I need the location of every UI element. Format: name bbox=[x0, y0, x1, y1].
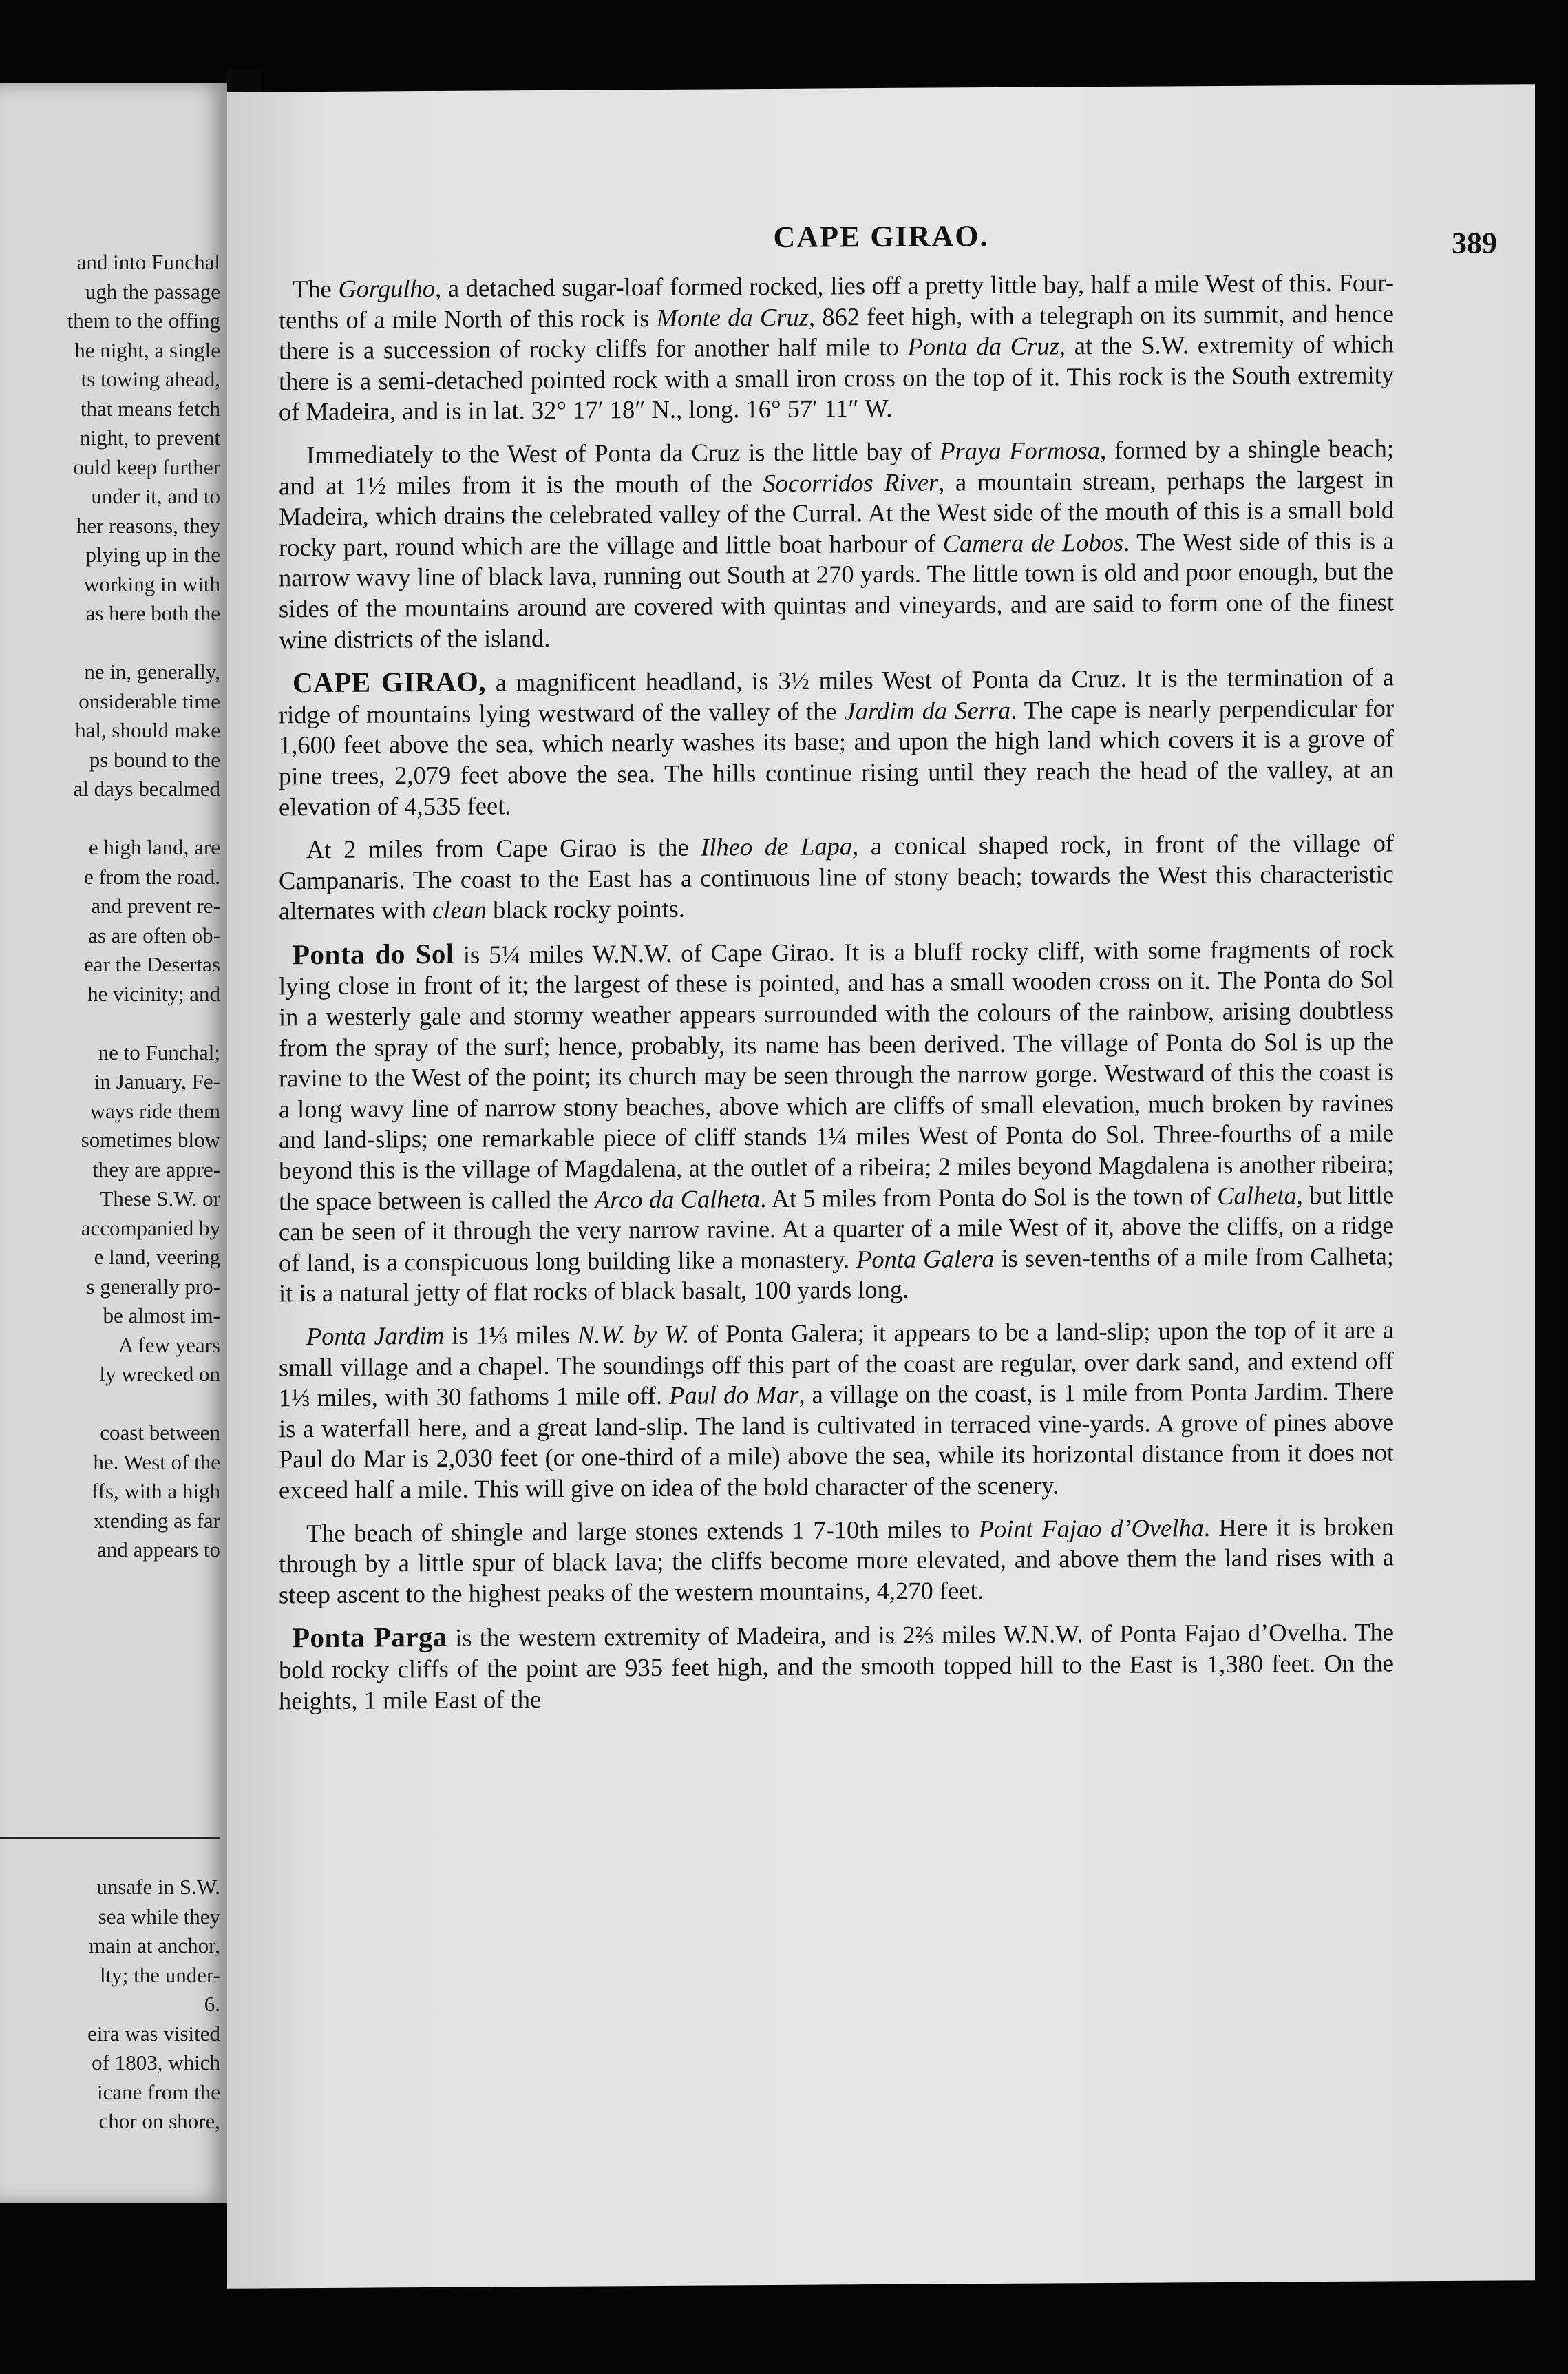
facing-page-line: as here both the bbox=[85, 601, 220, 625]
facing-page-line: sometimes blow bbox=[81, 1128, 220, 1152]
facing-page-fragment bbox=[0, 83, 227, 2203]
facing-page-line: coast between bbox=[100, 1420, 220, 1445]
facing-page-line bbox=[0, 804, 220, 834]
facing-page-line: they are appre- bbox=[92, 1157, 220, 1181]
paragraph-ponta-jardim: Ponta Jardim is 1⅓ miles N.W. by W. of Ponta Galera; it appears to be a land-slip; upon the top of it are a small village and a chapel. The soundings off this part of the coast are regular, over dark sand, and extend off 1⅓ miles, with 30 fathoms 1 mile off. Paul do Mar, a village on the coast, is 1 mile from Ponta Jardim. There is a waterfall here, and a great land-slip. The land is cultivated in terraced vine-yards. A grove of pines above Paul do Mar is 2,030 feet (or one-third of a mile) above the sea, while its horizontal distance from it does not exceed half a mile. This will give on idea of the bold character of the scenery. bbox=[279, 1315, 1394, 1504]
facing-page-line: main at anchor, bbox=[89, 1933, 220, 1957]
facing-page-line: sea while they bbox=[98, 1904, 220, 1929]
footnote-rule bbox=[0, 1837, 220, 1839]
paragraph-cape-girao: CAPE GIRAO, a magnificent headland, is 3½ miles West of Ponta da Cruz. It is the termination of a ridge of mountains lying westward of the valley of the Jardim da Serra. The cape is nearly perpendicular for 1,600 feet above the sea, which nearly washes its base; and upon the high land which covers it is a grove of pine trees, 2,079 feet above the sea. The hills continue rising until they reach the head of the valley, at an elevation of 4,535 feet. bbox=[279, 662, 1394, 821]
facing-page-line: 6. bbox=[204, 1992, 220, 2016]
facing-page-line: in January, Fe- bbox=[94, 1069, 220, 1093]
facing-page-line: These S.W. or bbox=[100, 1186, 220, 1210]
facing-page-line: ps bound to the bbox=[89, 747, 220, 772]
facing-page-line: ly wrecked on bbox=[99, 1362, 220, 1386]
paragraph-ponta-do-sol: Ponta do Sol is 5¼ miles W.N.W. of Cape Girao. It is a bluff rocky cliff, with some fragments of rock lying close in front of it; the largest of these is pointed, and has a small wooden cross on it. The Ponta do Sol in a westerly gale and stormy weather appears surrounded with the colours of the rainbow, arising doubtless from the spray of the surf; hence, probably, its name has been derived. The village of Ponta do Sol is up the ravine to the West of the point; its church may be seen through the narrow gorge. Westward of this the coast is a long wavy line of narrow stony beaches, above which are cliffs of small elevation, much broken by ravines and land-slips; one remarkable piece of cliff stands 1¼ miles West of Ponta do Sol. Three-fourths of a mile beyond this is the village of Magdalena, at the outlet of a ribeira; 2 miles beyond Magdalena is another ribeira; the space between is called the Arco da Calheta. At 5 miles from Ponta do Sol is the town of Calheta, but little can be seen of it through the very narrow ravine. At a quarter of a mile West of it, above the cliffs, on a ridge of land, is a conspicuous long building like a monastery. Ponta Galera is seven-tenths of a mile from Calheta; it is a natural jetty of flat rocks of black basalt, 100 yards long. bbox=[279, 934, 1395, 1307]
facing-page-line: he night, a single bbox=[74, 337, 220, 362]
facing-page-line: under it, and to bbox=[91, 484, 220, 508]
facing-page-text-bottom bbox=[0, 1873, 220, 2136]
facing-page-line: and prevent re- bbox=[91, 894, 220, 918]
facing-page-line: ways ride them bbox=[89, 1098, 220, 1123]
facing-page-line: xtending as far bbox=[93, 1508, 220, 1533]
facing-page-line: and into Funchal bbox=[76, 250, 220, 274]
paragraph-ponta-parga: Ponta Parga is the western extremity of Madeira, and is 2⅔ miles W.N.W. of Ponta Fajao d’Ovelha. The bold rocky cliffs of the point are 935 feet high, and the smooth topped hill to the East is 1,380 feet. On the heights, 1 mile East of the bbox=[279, 1617, 1394, 1714]
facing-page-line: that means fetch bbox=[80, 396, 220, 421]
facing-page-line: onsiderable time bbox=[78, 689, 220, 713]
facing-page-line: e high land, are bbox=[88, 835, 220, 859]
section-heading-ponta-parga: Ponta Parga bbox=[293, 1621, 448, 1654]
facing-page-line bbox=[0, 629, 220, 658]
facing-page-line: ould keep further bbox=[73, 454, 220, 479]
facing-page-line: ugh the passage bbox=[85, 279, 220, 304]
paragraph-praya-formosa: Immediately to the West of Ponta da Cruz is the little bay of Praya Formosa, formed by a shingle beach; and at 1½ miles from it is the mouth of the Socorridos River, a mountain stream, perhaps the largest in Madeira, which drains the celebrated valley of the Curral. At the West side of the mouth of this is a small bold rocky part, round which are the village and little boat harbour of Camera de Lobos. The West side of this is a narrow wavy line of black lava, running out South at 270 yards. The little town is old and poor enough, but the sides of the mountains around are covered with quintas and vineyards, and are said to form one of the finest wine districts of the island. bbox=[279, 434, 1395, 653]
facing-page-line: ts towing ahead, bbox=[81, 367, 220, 391]
facing-page-line: ffs, with a high bbox=[91, 1479, 220, 1503]
facing-page-line: and appears to bbox=[96, 1537, 220, 1562]
facing-page-line: her reasons, they bbox=[76, 513, 220, 538]
facing-page-line: e land, veering bbox=[94, 1245, 220, 1269]
facing-page-line: night, to prevent bbox=[79, 426, 220, 450]
facing-page-line bbox=[0, 1389, 220, 1419]
page-text bbox=[279, 267, 1394, 1716]
facing-page-line: he vicinity; and bbox=[87, 981, 220, 1006]
section-heading-cape-girao: CAPE GIRAO, bbox=[293, 665, 487, 699]
facing-page-line: unsafe in S.W. bbox=[96, 1875, 220, 1899]
facing-page-line: he. West of the bbox=[93, 1449, 220, 1474]
facing-page-line: s generally pro- bbox=[86, 1274, 220, 1299]
facing-page-line: ne to Funchal; bbox=[98, 1040, 220, 1064]
facing-page-line: lty; the under- bbox=[100, 1962, 220, 1987]
paragraph-ilheo-de-lapa: At 2 miles from Cape Girao is the Ilheo de Lapa, a conical shaped rock, in front of the village of Campanaris. The coast to the East has a continuous line of stony beach; towards the West this characteristic alternates with clean black rocky points. bbox=[279, 828, 1394, 925]
facing-page-line: ne in, generally, bbox=[84, 660, 220, 684]
book-page bbox=[227, 84, 1535, 2289]
facing-page-line bbox=[0, 1009, 220, 1038]
paragraph-fajao-dovelha: The beach of shingle and large stones extends 1 7-10th miles to Point Fajao d’Ovelha. Here it is broken through by a little spur of black lava; the cliffs become more elevated, and above them the land rises with a steep ascent to the highest peaks of the western mountains, 4,270 feet. bbox=[279, 1512, 1394, 1609]
running-head: CAPE GIRAO. bbox=[773, 219, 989, 254]
paragraph-gorgulho: The Gorgulho, a detached sugar-loaf formed rocked, lies off a pretty little bay, half a mile West of this. Four-tenths of a mile North of this rock is Monte da Cruz, 862 feet high, with a telegraph on its summit, and hence there is a succession of rocky cliffs for another half mile to Ponta da Cruz, at the S.W. extremity of which there is a semi-detached pointed rock with a small iron cross on the top of it. This rock is the South extremity of Madeira, and is in lat. 32° 17′ 18″ N., long. 16° 57′ 11″ W. bbox=[279, 268, 1394, 426]
facing-page-line: icane from the bbox=[96, 2079, 220, 2104]
facing-page-line: hal, should make bbox=[75, 718, 220, 742]
facing-page-line: plying up in the bbox=[85, 543, 220, 567]
facing-page-line: working in with bbox=[83, 571, 220, 596]
facing-page-line: be almost im- bbox=[103, 1303, 220, 1327]
facing-page-text-top bbox=[0, 248, 220, 1565]
facing-page-line: e from the road. bbox=[84, 864, 220, 889]
facing-page-line: A few years bbox=[118, 1332, 220, 1357]
facing-page-line: chor on shore, bbox=[98, 2109, 220, 2133]
page-number: 389 bbox=[1452, 226, 1497, 260]
facing-page-line: them to the offing bbox=[67, 308, 220, 333]
section-heading-ponta-do-sol: Ponta do Sol bbox=[293, 937, 454, 971]
facing-page-line: eira was visited bbox=[87, 2021, 220, 2046]
facing-page-line: al days becalmed bbox=[73, 777, 220, 801]
facing-page-line: of 1803, which bbox=[92, 2050, 220, 2074]
facing-page-line: ear the Desertas bbox=[84, 952, 220, 976]
facing-page-line: accompanied by bbox=[81, 1215, 220, 1240]
facing-page-line: as are often ob- bbox=[88, 923, 220, 947]
